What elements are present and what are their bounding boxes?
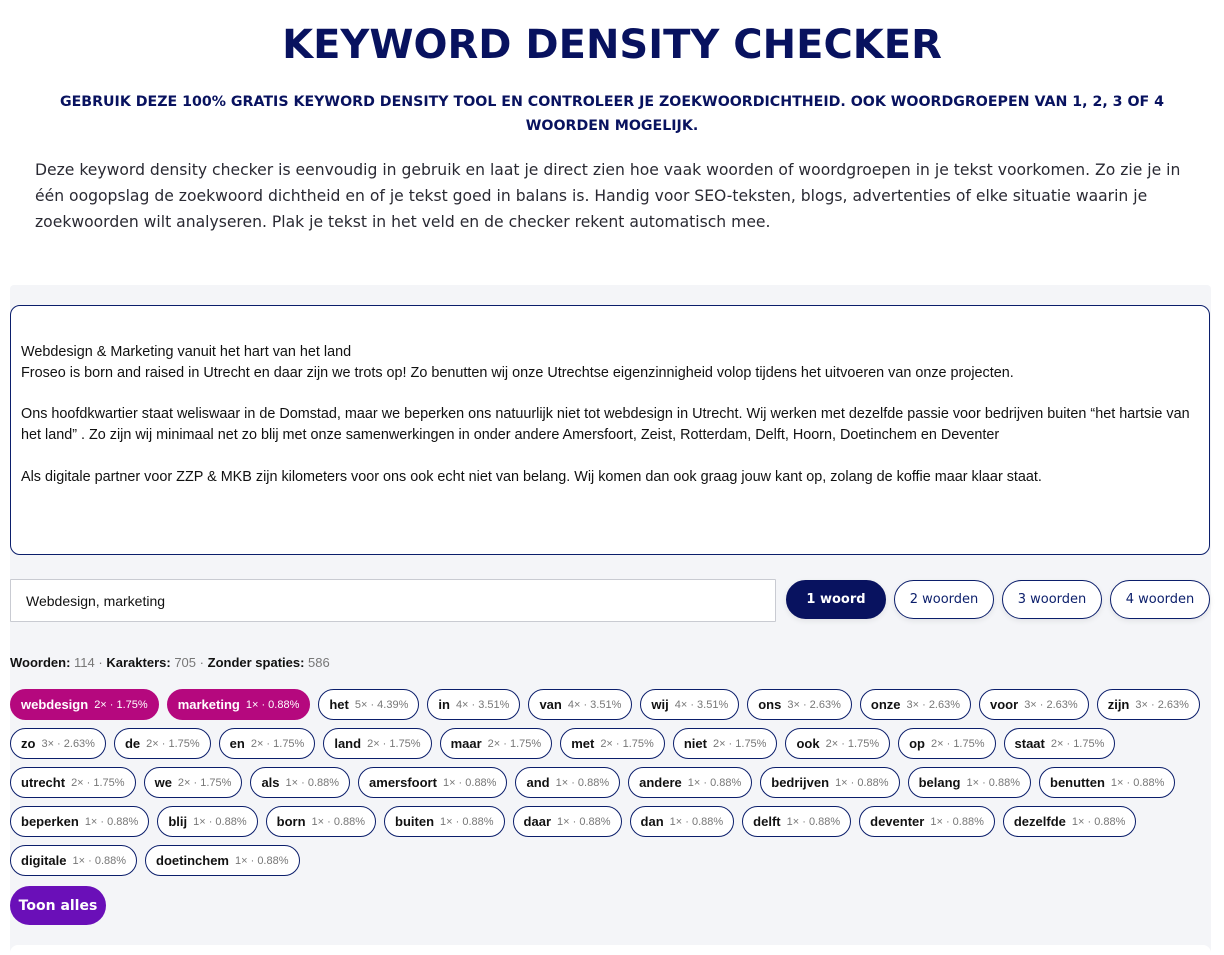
keyword-chip-word: beperken: [21, 814, 79, 829]
words-count: 114: [74, 655, 95, 670]
nospace-count: 586: [308, 655, 330, 670]
keyword-chip-meta: 1× · 0.88%: [1071, 815, 1126, 828]
keyword-chip-word: het: [329, 697, 349, 712]
keyword-chip[interactable]: [515, 767, 620, 798]
keyword-chips: [10, 689, 1210, 876]
keyword-chip[interactable]: [528, 689, 632, 720]
mode-4-words-button[interactable]: 4 woorden: [1110, 580, 1210, 619]
keyword-chip[interactable]: [114, 728, 211, 759]
keyword-chip-word: deventer: [870, 814, 925, 829]
keyword-chip-meta: 3× · 2.63%: [1135, 698, 1189, 711]
stats-separator: ·: [98, 655, 103, 670]
keyword-chip-meta: 2× · 1.75%: [250, 737, 305, 750]
keyword-chip-meta: 2× · 1.75%: [600, 737, 654, 750]
keyword-chip-meta: 4× · 3.51%: [567, 698, 622, 711]
intro-text: Deze keyword density checker is eenvoudig in gebruik en laat je direct zien hoe vaak woorden of woordgroepen in je tekst voorkomen. Zo zie je in één oogopslag de zoekwoord dichtheid en of je tekst goed in balans is. Handig voor SEO-teksten, blogs, advertenties of elke situatie waarin je zoekwoorden wilt analyseren. Plak je tekst in het veld en de checker rekent automatisch mee.: [35, 161, 1181, 231]
keyword-chip-meta: 1× · 0.88%: [687, 776, 742, 789]
keyword-chip-meta: 1× · 0.88%: [557, 815, 611, 828]
keyword-chip[interactable]: [1004, 728, 1116, 759]
keyword-chip[interactable]: [760, 767, 899, 798]
keyword-chip-word: blij: [168, 814, 188, 829]
keyword-chip-meta: 1× · 0.88%: [72, 854, 127, 867]
keyword-chip[interactable]: [742, 806, 851, 837]
keyword-chip[interactable]: [440, 728, 553, 759]
keyword-chip-word: zo: [21, 736, 36, 751]
keyword-chip[interactable]: [630, 806, 735, 837]
keyword-chip-word: in: [438, 697, 450, 712]
keyword-chip-word: dezelfde: [1013, 814, 1066, 829]
keyword-chip[interactable]: [673, 728, 778, 759]
mode-1-word-button[interactable]: 1 woord: [786, 580, 886, 619]
nospace-label: Zonder spaties:: [207, 655, 305, 670]
keyword-chip[interactable]: [167, 689, 311, 720]
keywords-input[interactable]: [10, 579, 776, 622]
keyword-chip-meta: 3× · 2.63%: [1024, 698, 1078, 711]
keyword-chip[interactable]: [10, 728, 106, 759]
keyword-chip[interactable]: [640, 689, 739, 720]
keyword-chip[interactable]: [219, 728, 316, 759]
keyword-chip-meta: 3× · 2.63%: [787, 698, 841, 711]
editor-blank-line: [21, 384, 1199, 405]
keyword-chip-meta: 1× · 0.88%: [84, 815, 139, 828]
keyword-chip[interactable]: [1003, 806, 1137, 837]
keyword-chip-meta: 1× · 0.88%: [193, 815, 247, 828]
keyword-chip-meta: 1× · 0.88%: [285, 776, 340, 789]
keyword-chip[interactable]: [266, 806, 376, 837]
keyword-chip-meta: 2× · 1.75%: [712, 737, 767, 750]
keyword-chip-meta: 2× · 1.75%: [487, 737, 542, 750]
keyword-chip-meta: 2× · 1.75%: [367, 737, 421, 750]
keyword-chip-word: van: [539, 697, 562, 712]
keyword-chip-meta: 4× · 3.51%: [455, 698, 510, 711]
keyword-chip-meta: 1× · 0.88%: [442, 776, 497, 789]
keyword-chip[interactable]: [323, 728, 431, 759]
keyword-chip-word: ons: [758, 697, 782, 712]
keyword-chip[interactable]: [358, 767, 507, 798]
keyword-chip[interactable]: [860, 689, 971, 720]
keyword-chip-word: marketing: [177, 697, 240, 712]
keyword-chip-word: delft: [753, 814, 781, 829]
keyword-chip[interactable]: [898, 728, 995, 759]
keyword-chip-word: and: [526, 775, 550, 790]
keyword-chip-word: ook: [796, 736, 820, 751]
editor-line: Webdesign & Marketing vanuit het hart van het land: [21, 344, 352, 360]
keyword-chip[interactable]: [145, 845, 299, 876]
keyword-chip-meta: 1× · 0.88%: [1110, 776, 1165, 789]
keyword-chip[interactable]: [513, 806, 622, 837]
keyword-chip-meta: 2× · 1.75%: [825, 737, 880, 750]
editor-line: Ons hoofdkwartier staat weliswaar in de Domstad, maar we beperken ons natuurlijk niet tot webdesign in Utrecht. Wij werken met dezelfde passie voor bedrijven buiten “het hartsie van het land” . Zo zijn wij minimaal net zo blij met onze samenwerkingen in onder andere Amersfoort, Zeist, Rotterdam, Delft, Hoorn, Doetinchem en Deventer: [21, 406, 1190, 444]
editor-blank-line: [21, 446, 1199, 467]
page-title: KEYWORD DENSITY CHECKER: [282, 22, 942, 68]
keyword-chip-word: andere: [639, 775, 682, 790]
keyword-chip-word: niet: [683, 736, 707, 751]
keyword-chip-meta: 2× · 1.75%: [94, 698, 148, 711]
keyword-chip-word: utrecht: [21, 775, 66, 790]
keyword-chip-meta: 3× · 2.63%: [906, 698, 961, 711]
keyword-chip[interactable]: [747, 689, 852, 720]
keyword-chip-word: dan: [640, 814, 664, 829]
keyword-chip[interactable]: [10, 845, 137, 876]
mode-2-words-button[interactable]: 2 woorden: [894, 580, 994, 619]
keyword-chip[interactable]: [250, 767, 350, 798]
keyword-chip-meta: 1× · 0.88%: [669, 815, 724, 828]
keyword-chip-meta: 2× · 1.75%: [71, 776, 125, 789]
keyword-chip[interactable]: [1097, 689, 1200, 720]
keyword-chip-word: daar: [523, 814, 552, 829]
editor-line: Froseo is born and raised in Utrecht en daar zijn we trots op! Zo benutten wij onze Utrechtse eigenzinnigheid volop tijdens het uitvoeren van onze projecten.: [21, 364, 1014, 381]
keyword-chip[interactable]: [785, 728, 890, 759]
keyword-chip[interactable]: [318, 689, 419, 720]
keyword-chip-word: wij: [651, 697, 669, 712]
keyword-chip-word: als: [261, 775, 280, 790]
keyword-chip-word: amersfoort: [369, 775, 437, 790]
keyword-chip[interactable]: [144, 767, 243, 798]
keyword-chip-word: webdesign: [21, 697, 89, 712]
keyword-chip-word: op: [909, 736, 925, 751]
text-stats: [10, 655, 330, 670]
keyword-chip[interactable]: [10, 806, 149, 837]
words-label: Woorden:: [10, 655, 71, 670]
keyword-chip[interactable]: [157, 806, 257, 837]
keyword-chip-meta: 2× · 1.75%: [177, 776, 232, 789]
keyword-chip-meta: 1× · 0.88%: [555, 776, 610, 789]
keyword-chip[interactable]: [1039, 767, 1175, 798]
keyword-chip-word: onze: [870, 697, 901, 712]
chars-count: 705: [174, 655, 197, 670]
text-editor[interactable]: [10, 305, 1210, 555]
page-subtitle: GEBRUIK DEZE 100% GRATIS KEYWORD DENSITY TOOL EN CONTROLEER JE ZOEKWOORDICHTHEID. OOK WOORDGROEPEN VAN 1, 2, 3 OF 4 WOORDEN MOGELIJK.: [59, 94, 1165, 134]
results-card: [10, 945, 1211, 955]
keyword-chip-meta: 2× · 1.75%: [146, 737, 200, 750]
keyword-chip-word: land: [334, 736, 362, 751]
keyword-chip[interactable]: [979, 689, 1089, 720]
keyword-chip-word: en: [229, 736, 245, 751]
keyword-chip-word: de: [124, 736, 141, 751]
keyword-chip-meta: 2× · 1.75%: [1050, 737, 1105, 750]
keyword-chip[interactable]: [10, 689, 159, 720]
keyword-chip-word: voor: [990, 697, 1019, 712]
keyword-chip-word: staat: [1014, 736, 1045, 751]
keyword-chip-word: zijn: [1107, 697, 1130, 712]
show-all-button[interactable]: Toon alles: [10, 886, 106, 925]
keyword-chip-word: bedrijven: [771, 775, 830, 790]
keyword-chip[interactable]: [384, 806, 505, 837]
keyword-chip-word: born: [276, 814, 306, 829]
keyword-chip-meta: 1× · 0.88%: [245, 698, 300, 711]
keyword-chip-meta: 1× · 0.88%: [235, 854, 289, 867]
keyword-chip-word: maar: [450, 736, 482, 751]
keyword-chip[interactable]: [628, 767, 752, 798]
keyword-chip-meta: 4× · 3.51%: [674, 698, 729, 711]
keyword-chip-word: we: [154, 775, 172, 790]
keyword-chip-word: met: [571, 736, 595, 751]
keyword-chip-word: doetinchem: [156, 853, 229, 868]
keyword-chip-meta: 2× · 1.75%: [931, 737, 985, 750]
keyword-chip-word: belang: [918, 775, 961, 790]
chars-label: Karakters:: [106, 655, 171, 670]
keyword-chip-meta: 1× · 0.88%: [835, 776, 889, 789]
keyword-chip[interactable]: [427, 689, 520, 720]
keyword-chip-word: digitale: [21, 853, 67, 868]
keywords-input-value: Webdesign, marketing: [26, 592, 166, 609]
keyword-chip-word: benutten: [1050, 775, 1105, 790]
keyword-chip-meta: 1× · 0.88%: [440, 815, 494, 828]
keyword-chip-word: buiten: [395, 814, 435, 829]
keyword-chip-meta: 1× · 0.88%: [311, 815, 366, 828]
keyword-chip[interactable]: [560, 728, 665, 759]
stats-separator: ·: [199, 655, 204, 670]
keyword-chip-meta: 1× · 0.88%: [930, 815, 984, 828]
keyword-chip[interactable]: [859, 806, 995, 837]
keyword-chip[interactable]: [908, 767, 1031, 798]
keyword-chip[interactable]: [10, 767, 136, 798]
keyword-chip-meta: 3× · 2.63%: [41, 737, 95, 750]
keyword-chip-meta: 5× · 4.39%: [354, 698, 409, 711]
editor-line: Als digitale partner voor ZZP & MKB zijn kilometers voor ons ook echt niet van belang. Wij komen dan ook graag jouw kant op, zolang de koffie maar klaar staat.: [21, 468, 1042, 485]
keyword-chip-meta: 1× · 0.88%: [786, 815, 841, 828]
mode-3-words-button[interactable]: 3 woorden: [1002, 580, 1102, 619]
keyword-chip-meta: 1× · 0.88%: [966, 776, 1020, 789]
